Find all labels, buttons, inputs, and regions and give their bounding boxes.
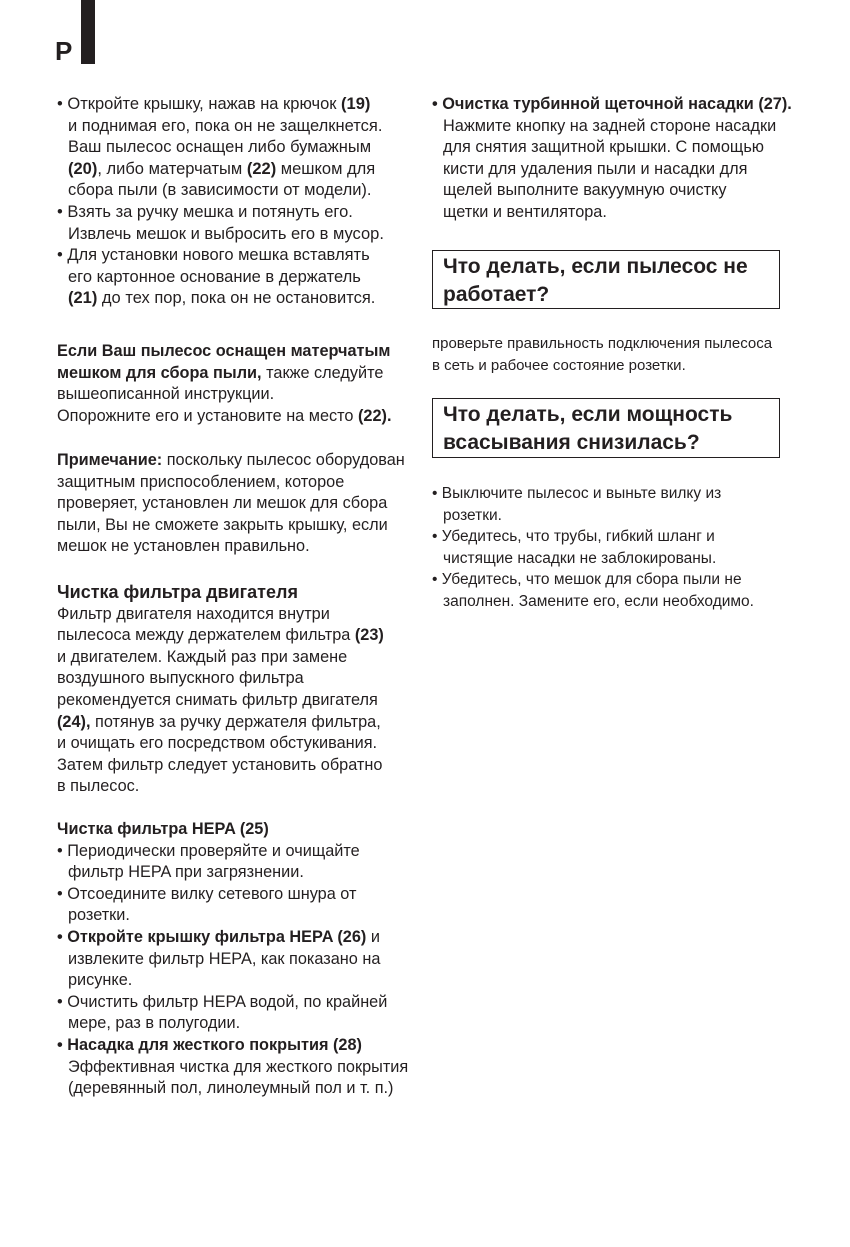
bold-text: (21)	[68, 289, 98, 308]
text: извлеките фильтр HEPA, как показано на	[68, 949, 381, 968]
bold-text: (22).	[358, 406, 392, 425]
text-line	[57, 493, 405, 515]
text-line	[57, 515, 405, 537]
text-line	[57, 202, 384, 224]
text: • Отсоедините вилку сетевого шнура от	[57, 884, 357, 903]
text: Затем фильтр следует установить обратно	[57, 755, 383, 774]
bold-text: (24),	[57, 712, 91, 731]
text-line	[57, 604, 384, 626]
text: проверьте правильность подключения пылесоса	[432, 335, 773, 352]
not-working-text	[432, 333, 772, 376]
heading-not-working	[432, 250, 780, 309]
text-line	[57, 755, 384, 777]
text: Ваш пылесос оснащен либо бумажным	[68, 138, 372, 157]
text-line	[432, 202, 792, 224]
text: также следуйте	[261, 363, 384, 382]
text-line	[432, 569, 754, 591]
text: потянув за ручку держателя фильтра,	[90, 712, 381, 731]
bold-text: (19)	[341, 95, 371, 113]
motor-filter-section	[57, 582, 384, 798]
text: розетки.	[443, 506, 502, 524]
text-line	[57, 1013, 408, 1035]
text-line	[57, 668, 384, 690]
text-line	[57, 862, 408, 884]
text-line	[57, 116, 384, 138]
text: чистящие насадки не заблокированы.	[443, 549, 717, 567]
text: (деревянный пол, линолеумный пол и т. п.)	[68, 1079, 394, 1098]
text: сбора пыли (в зависимости от модели).	[68, 181, 372, 200]
text-line	[57, 180, 384, 202]
text-line	[57, 384, 392, 406]
heading-line: Что делать, если мощность	[443, 403, 733, 426]
cloth-bag-section	[57, 341, 392, 427]
text: • Для установки нового мешка вставлять	[57, 246, 370, 265]
bold-text: Если Ваш пылесос оснащен матерчатым	[57, 342, 391, 360]
text: вышеописанной инструкции.	[57, 385, 275, 404]
text-line	[57, 970, 408, 992]
note-section	[57, 450, 405, 558]
text: заполнен. Замените его, если необходимо.	[443, 592, 754, 610]
heading-line: работает?	[443, 283, 550, 306]
text: Нажмите кнопку на задней стороне насадки	[443, 116, 777, 135]
text: Фильтр двигателя находится внутри	[57, 604, 330, 623]
text: в сеть и рабочее состояние розетки.	[432, 356, 686, 374]
text: до тех пор, пока он не остановится.	[97, 289, 376, 308]
text-line	[57, 406, 392, 428]
text-line	[57, 224, 384, 246]
text: розетки.	[68, 906, 130, 925]
heading-low-suction	[432, 398, 780, 458]
text: для снятия защитной крышки. С помощью	[443, 138, 765, 157]
text-line	[57, 819, 408, 841]
bold-text: Примечание:	[57, 451, 163, 469]
text-line	[57, 363, 392, 385]
text-line	[57, 137, 384, 159]
text-line	[432, 137, 792, 159]
text: поскольку пылесос оборудован	[162, 451, 405, 469]
text-line	[432, 116, 792, 138]
text: рисунке.	[68, 971, 133, 990]
text: пылесоса между держателем фильтра	[57, 626, 355, 645]
text-line	[432, 333, 772, 355]
text-line	[57, 159, 384, 181]
text-line	[432, 355, 772, 377]
text: и двигателем. Каждый раз при замене	[57, 647, 348, 666]
bold-text: (22)	[246, 159, 277, 178]
text-line	[432, 591, 754, 613]
text-line	[57, 245, 384, 267]
text: щетки и вентилятора.	[443, 202, 607, 221]
text: Опорожните его и установите на место	[57, 406, 359, 425]
text-line	[57, 712, 384, 734]
text: мере, раз в полугодии.	[68, 1014, 241, 1033]
bold-text: • Насадка для жесткого покрытия (28)	[57, 1035, 362, 1054]
text-line	[57, 94, 384, 116]
text: в пылесос.	[57, 777, 140, 796]
turbo-brush-section	[432, 94, 792, 224]
bold-text: (23)	[354, 626, 384, 645]
text: • Взять за ручку мешка и потянуть его.	[57, 202, 353, 221]
text: рекомендуется снимать фильтр двигателя	[57, 690, 378, 709]
text-line	[57, 450, 405, 472]
text: • Убедитесь, что трубы, гибкий шланг и	[432, 528, 715, 546]
text: кисти для удаления пыли и насадки для	[443, 159, 748, 178]
text: Эффективная чистка для жесткого покрытия	[68, 1057, 409, 1076]
text-line	[57, 905, 408, 927]
bold-text: • Откройте крышку фильтра HEPA (26)	[57, 927, 367, 946]
text-line	[57, 690, 384, 712]
text-line	[57, 536, 405, 558]
text-line	[57, 288, 384, 310]
text: • Выключите пылесос и выньте вилку из	[432, 485, 722, 502]
text: • Очистить фильтр HEPA водой, по крайней	[57, 992, 388, 1011]
text: • Периодически проверяйте и очищайте	[57, 841, 360, 860]
bold-text: (20)	[68, 159, 98, 178]
text: , либо матерчатым	[97, 159, 247, 178]
text-line	[432, 548, 754, 570]
low-suction-text	[432, 483, 754, 613]
heading-line: Что делать, если пылесос не	[443, 255, 748, 278]
text-line	[57, 647, 384, 669]
text: • Откройте крышку, нажав на крючок	[57, 95, 342, 113]
page-marker-bar	[81, 0, 95, 64]
text-line	[57, 884, 408, 906]
text: и поднимая его, пока он не защелкнется.	[68, 116, 383, 135]
text-line	[57, 1057, 408, 1079]
text-line	[57, 1078, 408, 1100]
text-line	[57, 267, 384, 289]
text: мешком для	[276, 159, 376, 178]
text-line	[432, 505, 754, 527]
text: щелей выполните вакуумную очистку	[443, 181, 727, 200]
bold-text: • Очистка турбинной щеточной насадки (27).	[432, 95, 792, 113]
text-line	[432, 180, 792, 202]
text: защитным приспособлением, которое	[57, 472, 345, 491]
page-language-marker: P	[55, 36, 73, 66]
text-line	[57, 341, 392, 363]
text: и	[366, 927, 380, 946]
text: Извлечь мешок и выбросить его в мусор.	[68, 224, 384, 243]
bold-text: Чистка фильтра HEPA (25)	[57, 820, 269, 838]
text-line	[432, 483, 754, 505]
text-line	[432, 94, 792, 116]
bag-replacement-section	[57, 94, 384, 310]
text: пыли, Вы не сможете закрыть крышку, если	[57, 515, 388, 534]
text: воздушного выпускного фильтра	[57, 669, 304, 688]
text-line	[432, 526, 754, 548]
text-line	[57, 733, 384, 755]
text: мешок не установлен правильно.	[57, 537, 310, 556]
text-line	[57, 992, 408, 1014]
text-line	[57, 1035, 408, 1057]
text-line	[57, 841, 408, 863]
heading-line: всасывания снизилась?	[443, 431, 700, 454]
hepa-filter-section	[57, 819, 408, 1100]
bold-text: мешком для сбора пыли,	[57, 363, 262, 382]
section-heading: Чистка фильтра двигателя	[57, 582, 298, 602]
text: и очищать его посредством обстукивания.	[57, 734, 378, 753]
text: его картонное основание в держатель	[68, 267, 361, 286]
text-line	[57, 625, 384, 647]
text-line	[57, 927, 408, 949]
text: • Убедитесь, что мешок для сбора пыли не	[432, 571, 742, 589]
text-line	[57, 776, 384, 798]
text-line	[57, 949, 408, 971]
text-line	[57, 582, 384, 604]
text-line	[57, 472, 405, 494]
text-line	[432, 159, 792, 181]
text: фильтр HEPA при загрязнении.	[68, 863, 304, 882]
text: проверяет, установлен ли мешок для сбора	[57, 494, 388, 513]
